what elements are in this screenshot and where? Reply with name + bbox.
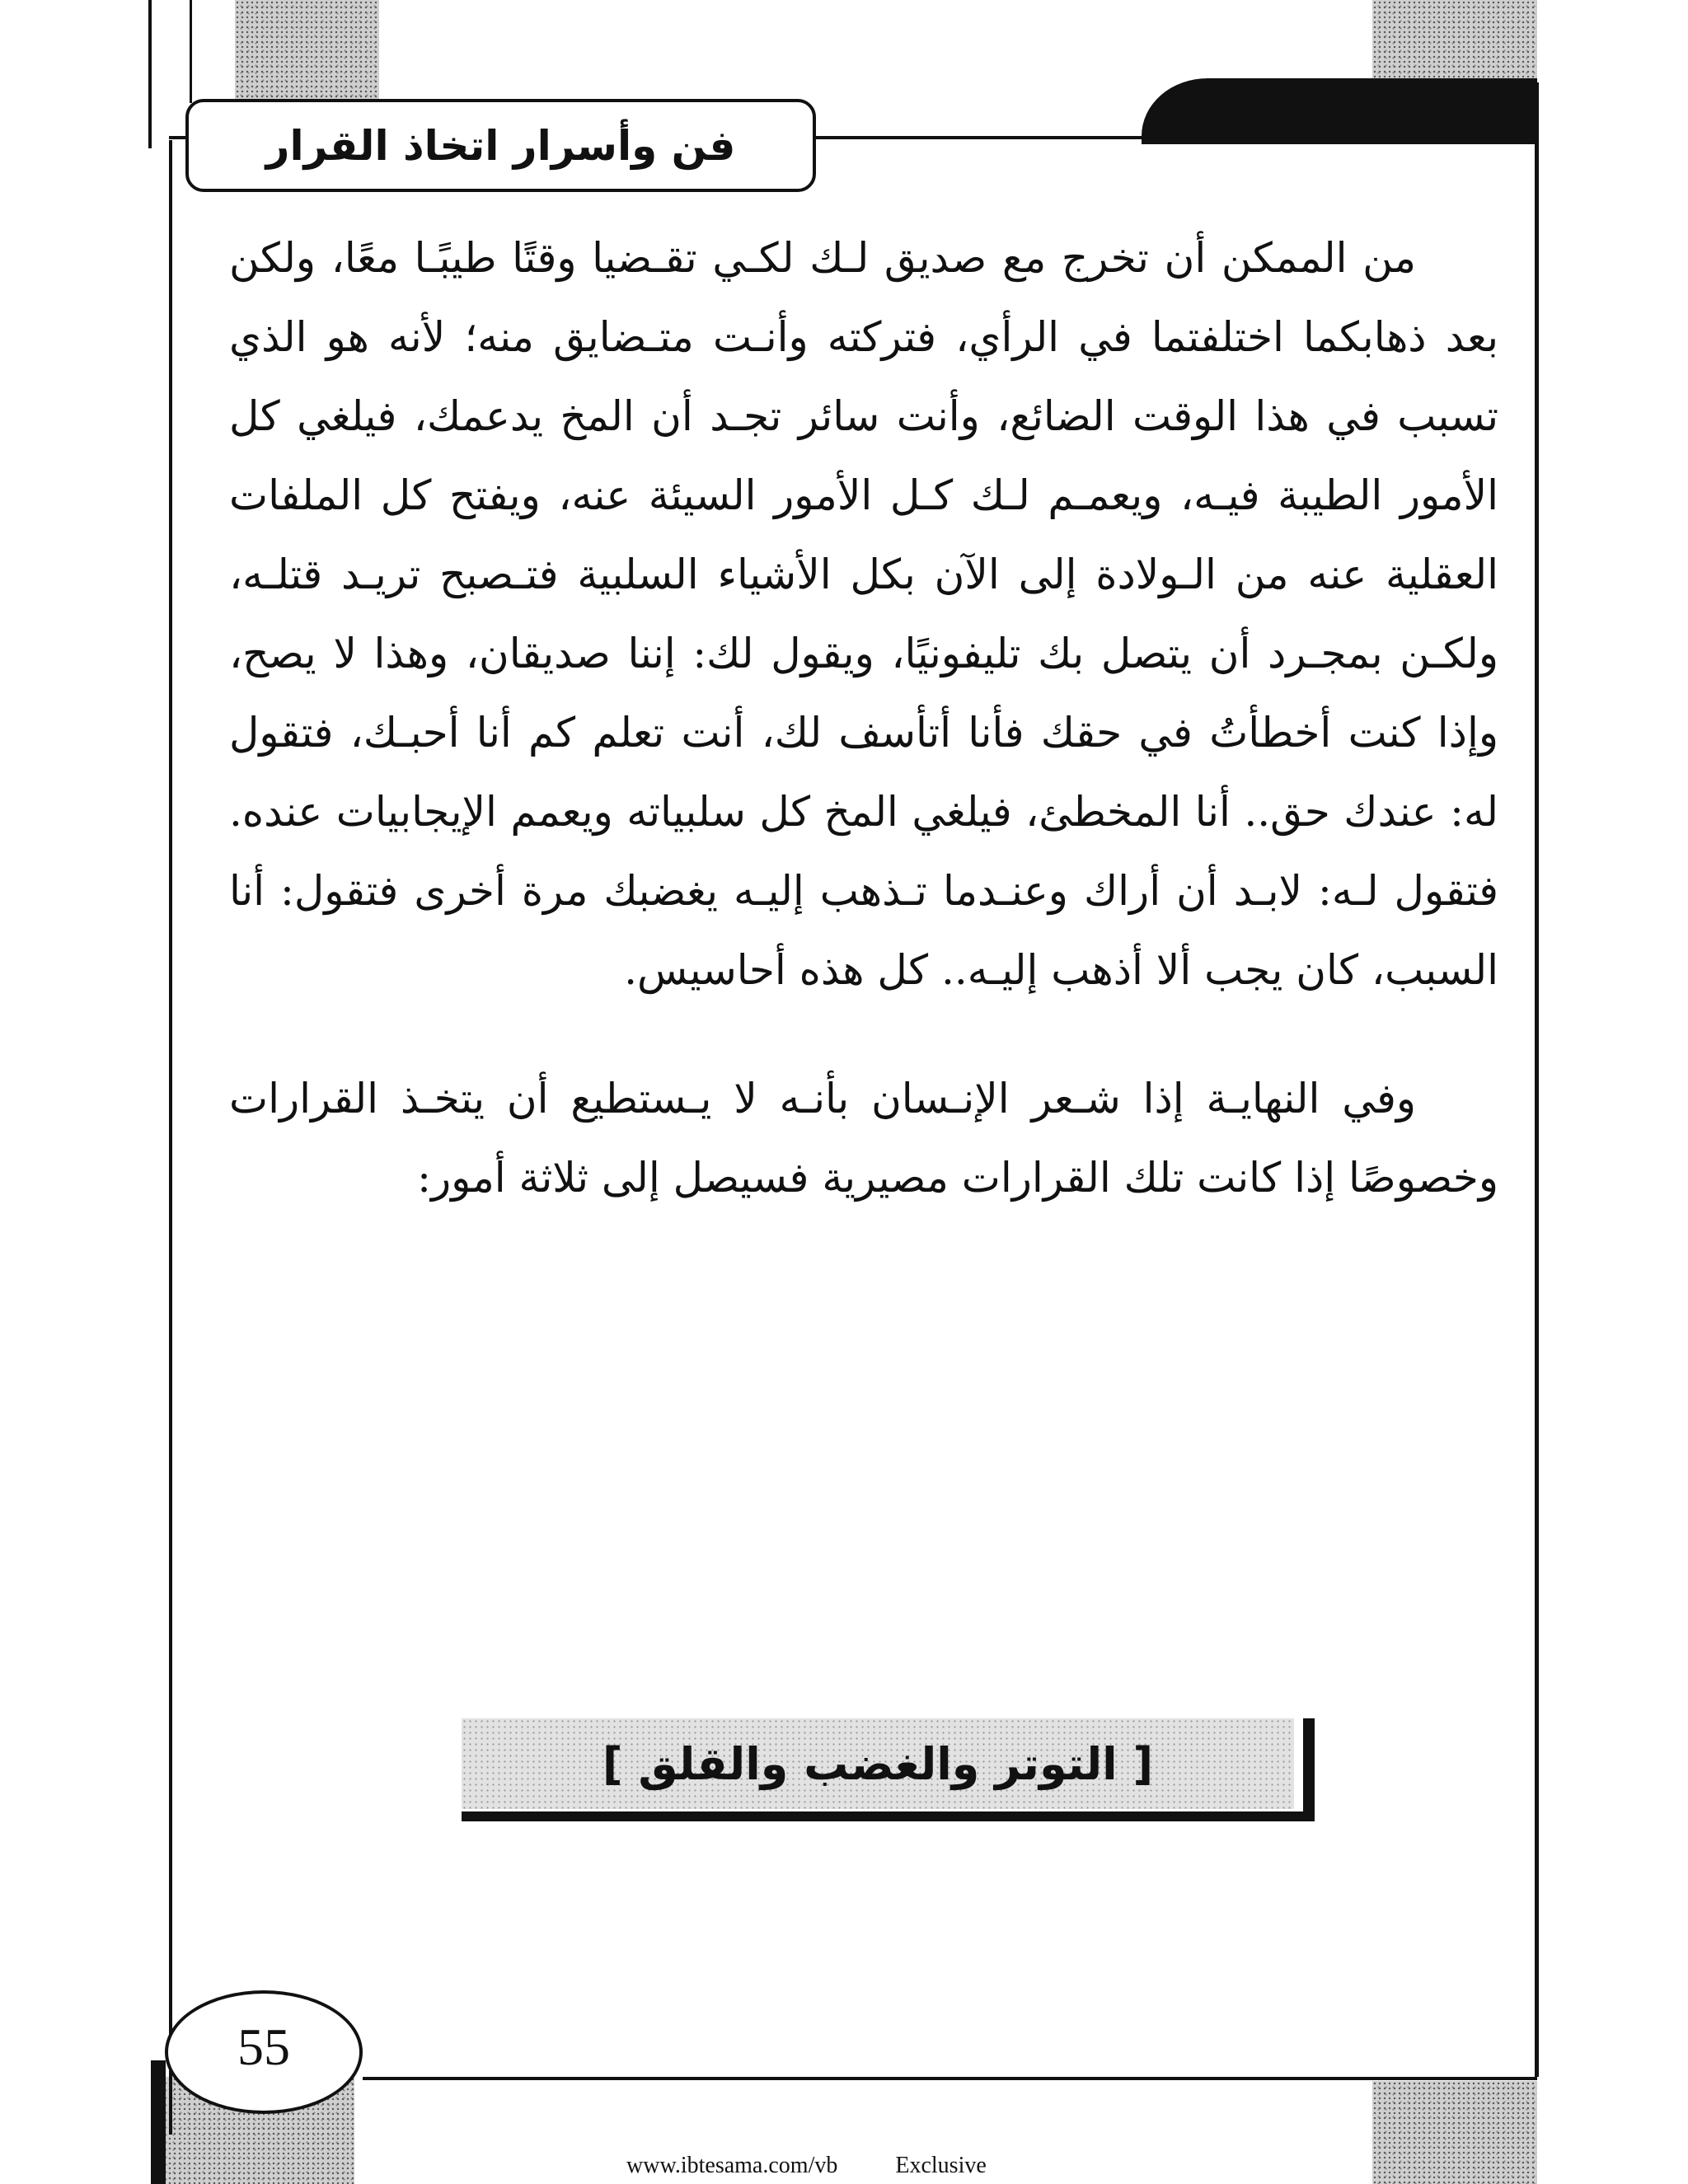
header-swoosh-decoration xyxy=(1142,78,1537,144)
paragraph-2: وفي النهايـة إذا شـعر الإنـسان بأنـه لا يـستطيع أن يتخـذ القرارات وخصوصًا إذا كانت تلك القرارات مصيرية فسيصل إلى ثلاثة أمور: xyxy=(229,1075,1498,1202)
frame-line-left xyxy=(169,140,172,2135)
frame-line-bottom xyxy=(363,2077,1537,2080)
halftone-texture-bottom-right xyxy=(1372,2081,1537,2184)
subheading-title: [ التوتر والغضب والقلق ] xyxy=(602,1737,1154,1790)
halftone-texture-top-right xyxy=(1372,0,1537,82)
frame-line-left-top xyxy=(148,0,152,148)
page-number: 55 xyxy=(237,2018,290,2076)
frame-line-right xyxy=(1535,82,1539,2077)
body-text xyxy=(229,218,1498,1217)
footer xyxy=(626,2147,1121,2184)
running-header-box xyxy=(185,99,816,192)
frame-corner-bottom-left xyxy=(151,2060,166,2184)
frame-line-top xyxy=(190,0,192,103)
footer-tag: Exclusive xyxy=(895,2152,987,2178)
subheading-bottom-bar xyxy=(462,1811,1315,1821)
footer-url: www.ibtesama.com/vb xyxy=(626,2152,838,2178)
running-header-title: فن وأسرار اتخاذ القرار xyxy=(265,121,736,170)
subheading-right-bar xyxy=(1303,1718,1315,1821)
paragraph-1: من الممكن أن تخرج مع صديق لـك لكـي تقـضيا وقتًا طيبًـا معًا، ولكن بعد ذهابكما اختلفتما في الرأي، فتركته وأنـت متـضايق منه؛ لأنه هو الذي تسبب في هذا الوقت الضائع، وأنت سائر تجـد أن المخ يدعمك، فيلغي كل الأمور الطيبة فيـه، ويعمـم لـك كـل الأمور السيئة عنه، ويفتح كل الملفات العقلية عنه من الـولادة إلى الآن بكل الأشياء السلبية فتـصبح تريـد قتلـه، ولكـن بمجـرد أن يتصل بك تليفونيًا، ويقول لك: إننا صديقان، وهذا لا يصح، وإذا كنت أخطأتُ في حقك فأنا أتأسف لك، أنت تعلم كم أنا أحبـك، فتقول له: عندك حق.. أنا المخطئ، فيلغي المخ كل سلبياته ويعمم الإيجابيات عنده. فتقول لـه: لابـد أن أراك وعنـدما تـذهب إليـه يغضبك مرة أخرى فتقول: أنا السبب، كان يجب ألا أذهب إليـه.. كل هذه أحاسيس. xyxy=(229,234,1498,994)
halftone-texture-top-left xyxy=(235,0,379,103)
page-number-oval xyxy=(165,1990,363,2114)
subheading-banner xyxy=(462,1718,1315,1821)
